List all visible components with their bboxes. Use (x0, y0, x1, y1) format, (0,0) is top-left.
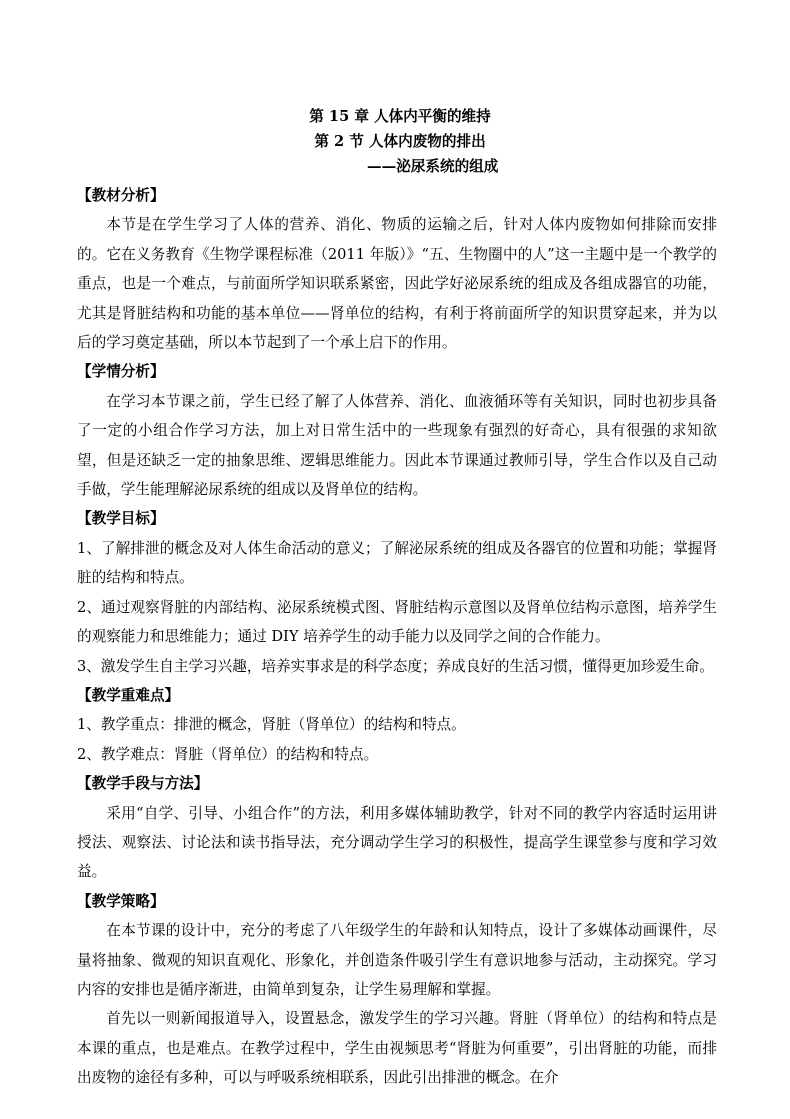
paragraph-strategy-2: 首先以一则新闻报道导入，设置悬念，激发学生的学习兴趣。肾脏（肾单位）的结构和特点是本课的重点，也是难点。在教学过程中，学生由视频思考“肾脏为何重要”，引出肾脏的功能，而排出废物的途径有多种，可以与呼吸系统相联系，因此引出排泄的概念。在介 (77, 1010, 717, 1087)
goal-item-3: 3、激发学生自主学习兴趣，培养实事求是的科学态度；养成良好的生活习惯，懂得更加珍爱生命。 (77, 657, 714, 675)
section-title: 第 2 节 人体内废物的排出 (314, 133, 486, 150)
heading-student-analysis: 【学情分析】 (77, 363, 165, 381)
key-point-item-1: 1、教学重点：排泄的概念，肾脏（肾单位）的结构和特点。 (77, 716, 466, 734)
paragraph-strategy-1: 在本节课的设计中，充分的考虑了八年级学生的年龄和认知特点，设计了多媒体动画课件，尽量将抽象、微观的知识直观化、形象化，并创造条件吸引学生有意识地参与活动，主动探究。学习内容的安排也是循序渐进，由简单到复杂，让学生易理解和掌握。 (77, 922, 717, 998)
heading-key-points: 【教学重难点】 (77, 686, 180, 704)
document-page (77, 104, 717, 1093)
paragraph-methods: 采用“自学、引导、小组合作”的方法，利用多媒体辅助教学，针对不同的教学内容适时运用讲授法、观察法、讨论法和读书指导法，充分调动学生学习的积极性，提高学生课堂参与度和学习效益。 (77, 804, 717, 881)
heading-methods: 【教学手段与方法】 (77, 775, 209, 793)
heading-textbook-analysis: 【教材分析】 (77, 187, 165, 204)
goal-item-2: 2、通过观察肾脏的内部结构、泌尿系统模式图、肾脏结构示意图以及肾单位结构示意图，培养学生的观察能力和思维能力；通过 DIY 培养学生的动手能力以及同学之间的合作能力。 (77, 598, 717, 646)
goal-item-1: 1、了解排泄的概念及对人体生命活动的意义；了解泌尿系统的组成及各器官的位置和功能；掌握肾脏的结构和特点。 (77, 539, 717, 587)
heading-teaching-goals: 【教学目标】 (77, 510, 165, 528)
paragraph-student-analysis: 在学习本节课之前，学生已经了解了人体营养、消化、血液循环等有关知识，同时也初步具备了一定的小组合作学习方法，加上对日常生活中的一些现象有强烈的好奇心，具有很强的求知欲望，但是还缺乏一定的抽象思维、逻辑思维能力。因此本节课通过教师引导，学生合作以及自己动手做，学生能理解泌尿系统的组成以及肾单位的结构。 (77, 392, 717, 499)
section-subtitle: ——泌尿系统的组成 (367, 158, 499, 175)
paragraph-textbook-analysis: 本节是在学生学习了人体的营养、消化、物质的运输之后，针对人体内废物如何排除而安排的。它在义务教育《生物学课程标准（2011 年版）》“五、生物圈中的人”这一主题中是一个教学的重点，也是一个难点，与前面所学知识联系紧密，因此学好泌尿系统的组成及各组成器官的功能，尤其是肾脏结构和功能的基本单位——肾单位的结构，有利于将前面所学的知识贯穿起来，并为以后的学习奠定基础，所以本节起到了一个承上启下的作用。 (77, 216, 717, 352)
heading-strategy: 【教学策略】 (77, 892, 165, 910)
key-point-item-2: 2、教学难点：肾脏（肾单位）的结构和特点。 (77, 745, 379, 763)
chapter-title: 第 15 章 人体内平衡的维持 (309, 108, 491, 125)
